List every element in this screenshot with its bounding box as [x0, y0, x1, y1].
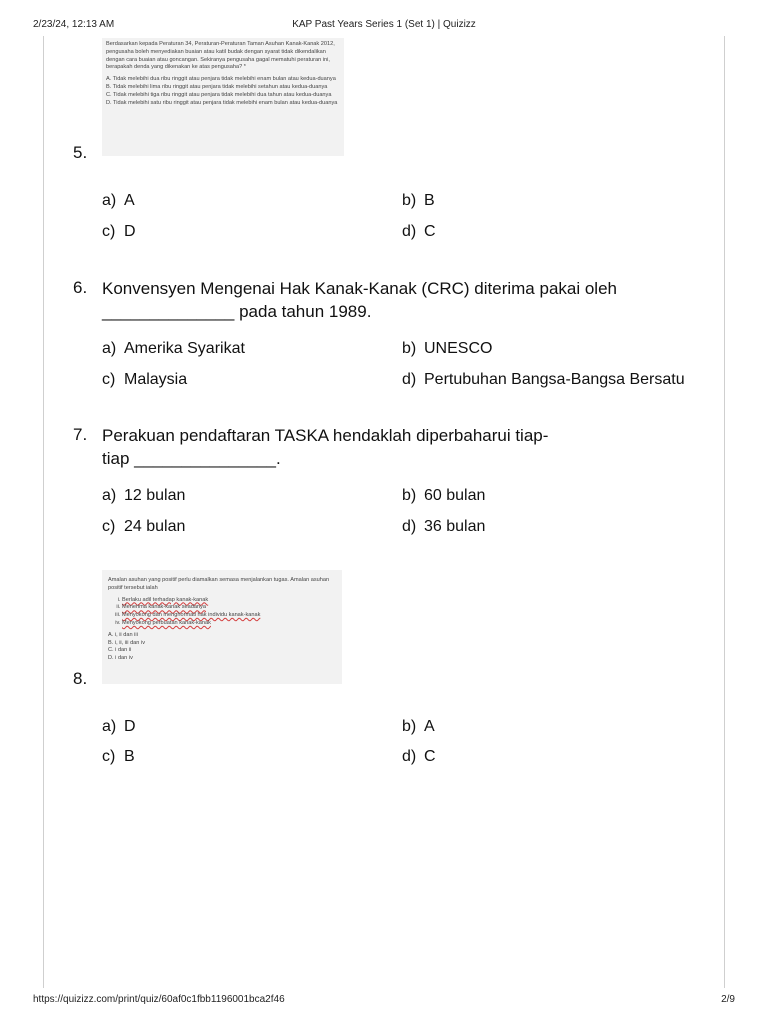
option-label: d) — [402, 371, 417, 388]
question-8-image-item-iii: iii. Menyokong dan menghormati hak individu kanak-kanak — [122, 612, 336, 620]
question-5-image-choice-c: C. Tidak melebihi tiga ribu ringgit atau penjara tidak melebihi dua tahun atau kedua-duanya — [106, 91, 332, 98]
question-7-text: Perakuan pendaftaran TASKA hendaklah diperbaharui tiap-tiap _______________. — [102, 426, 549, 468]
question-5-option-b — [402, 192, 435, 210]
option-text: C — [424, 748, 436, 765]
question-6-option-c — [102, 371, 187, 389]
right-border-line — [724, 36, 725, 988]
question-8-image — [102, 570, 342, 684]
option-label: d) — [402, 748, 417, 765]
option-label: b) — [402, 192, 417, 209]
option-label: d) — [402, 223, 417, 240]
question-7-option-d — [402, 518, 485, 536]
question-8-image-choice-d: D. i dan iv — [108, 655, 133, 662]
question-7-option-b — [402, 487, 485, 505]
question-5-image-choice-d: D. Tidak melebihi satu ribu ringgit atau penjara tidak melebihi enam bulan atau kedua-duanya — [106, 99, 338, 106]
question-6-number: 6. — [73, 278, 88, 297]
question-8-image-paragraph: Amalan asuhan yang positif perlu diamalkan semasa menjalankan tugas. Amalan asuhan positif tersebut ialah — [108, 577, 330, 591]
option-text: B — [424, 192, 435, 209]
option-label: c) — [102, 518, 116, 535]
option-label: a) — [102, 718, 117, 735]
option-text: B — [124, 748, 135, 765]
option-label: d) — [402, 518, 417, 535]
left-border-line — [43, 36, 44, 988]
question-7-option-a — [102, 487, 185, 505]
option-label: a) — [102, 192, 117, 209]
question-8-image-item-ii: ii. Menerima kanak-kanak seadanya — [122, 604, 336, 612]
option-label: c) — [102, 223, 116, 240]
question-8-option-c — [102, 748, 135, 766]
page-title: KAP Past Years Series 1 (Set 1) | Quizizz — [292, 19, 476, 30]
question-5-image-choice-b: B. Tidak melebihi lima ribu ringgit atau penjara tidak melebihi setahun atau kedua-duanya — [106, 83, 328, 90]
question-8-option-d — [402, 748, 436, 766]
option-label: b) — [402, 487, 417, 504]
question-5-image-paragraph: Berdasarkan kepada Peraturan 34, Peraturan-Peraturan Taman Asuhan Kanak-Kanak 2012, pengusaha boleh menyediakan buaian atau katil budak dengan syarat tidak dikendalikan dengan cara buaian atau goncangan. Sekiranya pengusaha gagal mematuhi peraturan ini, berapakah denda yang dikenakan ke atas pengusaha? * — [106, 41, 335, 71]
option-text: 24 bulan — [124, 518, 186, 535]
question-8-image-item-i: i. Berlaku adil terhadap kanak-kanak — [122, 597, 336, 605]
option-text: C — [424, 223, 436, 240]
question-6-option-a — [102, 340, 245, 358]
page-number: 2/9 — [721, 994, 735, 1005]
option-text: Pertubuhan Bangsa-Bangsa Bersatu — [424, 371, 685, 388]
question-8-option-b — [402, 718, 435, 736]
question-5-option-c — [102, 223, 136, 241]
question-8-image-choice-a: A. i, ii dan iii — [108, 631, 138, 638]
question-8-image-choice-b: B. i, ii, iii dan iv — [108, 639, 145, 646]
option-text: 36 bulan — [424, 518, 486, 535]
question-8-number: 8. — [73, 669, 88, 688]
option-label: b) — [402, 718, 417, 735]
option-text: Amerika Syarikat — [124, 340, 245, 357]
option-label: b) — [402, 340, 417, 357]
option-text: UNESCO — [424, 340, 493, 357]
option-text: 60 bulan — [424, 487, 486, 504]
question-8-image-choice-c: C. i dan ii — [108, 647, 132, 654]
question-5-image-choice-a: A. Tidak melebihi dua ribu ringgit atau penjara tidak melebihi enam bulan atau kedua-duanya — [106, 76, 336, 83]
question-7-option-c — [102, 518, 185, 536]
option-label: c) — [102, 748, 116, 765]
question-8-image-item-iv: iv. Menyokong perbuatan kanak-kanak — [122, 620, 336, 628]
footer-url[interactable]: https://quizizz.com/print/quiz/60af0c1fbb1196001bca2f46 — [33, 994, 285, 1005]
question-5-option-d — [402, 223, 436, 241]
question-6-option-b — [402, 340, 492, 358]
question-8-option-a — [102, 718, 136, 736]
option-label: c) — [102, 371, 116, 388]
question-7-number: 7. — [73, 425, 88, 444]
option-text: Malaysia — [124, 371, 188, 388]
question-5-number: 5. — [73, 143, 88, 162]
print-datetime: 2/23/24, 12:13 AM — [33, 19, 115, 30]
option-text: 12 bulan — [124, 487, 186, 504]
option-label: a) — [102, 340, 117, 357]
question-5-image — [102, 38, 344, 156]
option-text: D — [124, 223, 136, 240]
option-label: a) — [102, 487, 117, 504]
question-6-text: Konvensyen Mengenai Hak Kanak-Kanak (CRC) diterima pakai oleh ______________ pada tahun 1989. — [102, 279, 617, 321]
question-6-option-d — [402, 371, 685, 389]
question-5-option-a — [102, 192, 135, 210]
option-text: D — [124, 718, 136, 735]
option-text: A — [124, 192, 135, 209]
option-text: A — [424, 718, 435, 735]
